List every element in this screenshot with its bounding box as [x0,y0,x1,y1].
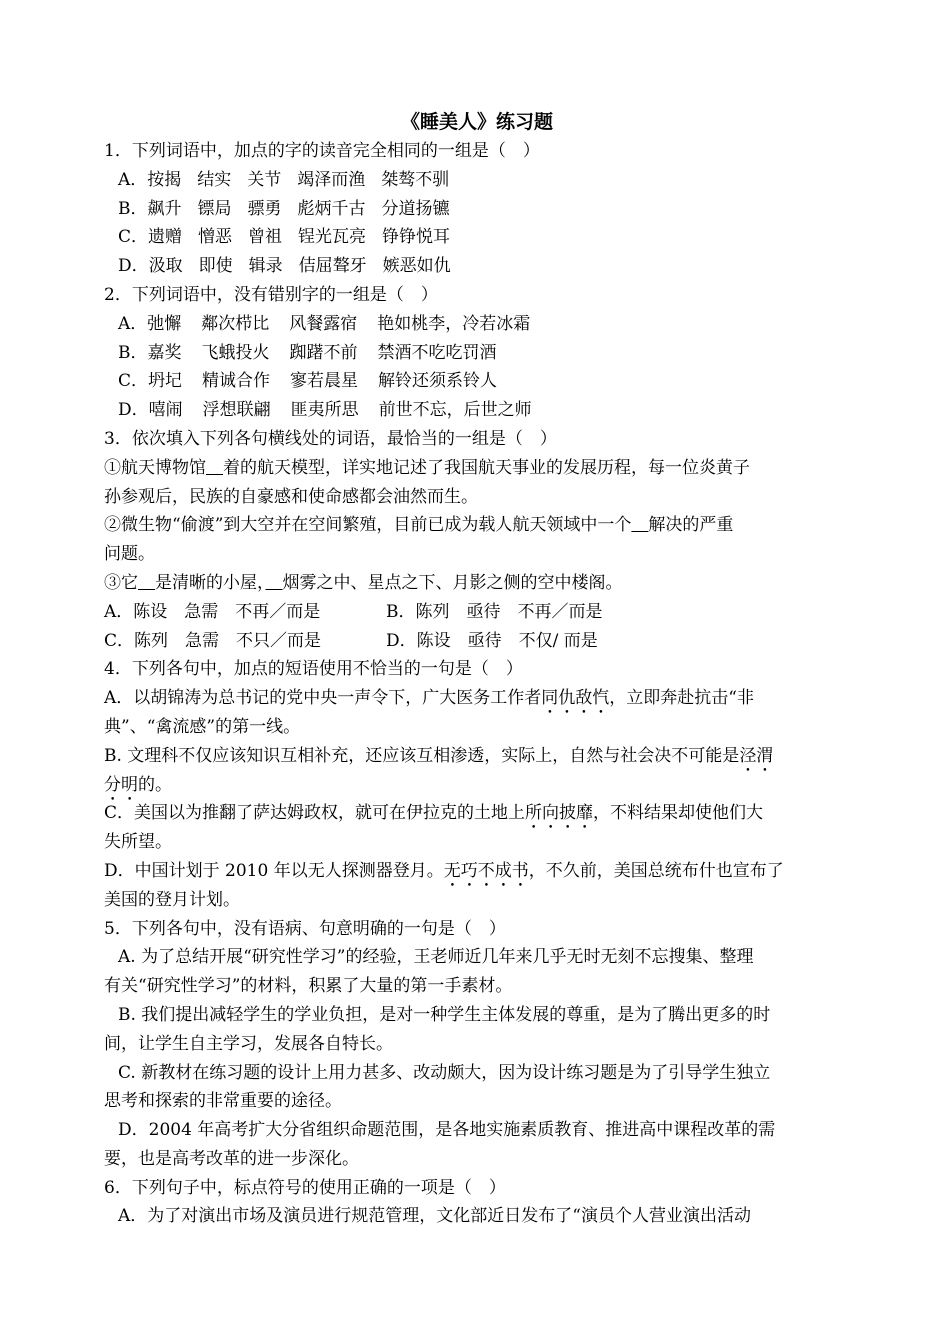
q5-option-c: C. 新教材在练习题的设计上用力甚多、改动颇大，因为设计练习题是为了引导学生独立 [118,1062,771,1083]
document-page [104,108,850,1231]
q1-stem: 1．下列词语中，加点的字的读音完全相同的一组是（ ） [104,141,540,161]
q2-option-b: B．嘉奖 飞蛾投火 踟躇不前 禁酒不吃吃罚酒 [118,342,497,363]
q3-sentence-2: ②微生物“偷渡”到大空并在空间繁殖，目前已成为载人航天领域中一个 解决的严重 [104,515,734,536]
q3-sentence-1: ①航天博物馆 着的航天模型，详实地记述了我国航天事业的发展历程，每一位炎黄子 [104,457,750,478]
q6-option-a: A．为了对演出市场及演员进行规范管理，文化部近日发布了“演员个人营业演出活动 [118,1206,751,1227]
q5-option-b: B. 我们提出减轻学生的学业负担，是对一种学生主体发展的尊重，是为了腾出更多的时 [118,1004,771,1025]
q2-stem: 2．下列词语中，没有错别字的一组是（ ） [104,284,438,305]
q3-sentence-1-cont: 孙参观后，民族的自豪感和使命感都会油然而生。 [104,486,478,507]
q4-option-d-cont: 美国的登月计划。 [104,889,240,910]
q4-c-dotted-phrase: 所向披靡 [525,803,594,824]
q4-option-a-cont: 典”、“禽流感”的第一线。 [104,716,301,737]
q3-option-a: A．陈设 急需 不再／而是 [104,601,321,622]
q4-option-b-cont: 分明的。 [104,774,172,795]
q4-a-dotted-phrase: 同仇敌忾 [541,688,610,709]
q4-b-dotted-phrase-2: 分明 [104,774,138,795]
q3-stem: 3．依次填入下列各句横线处的词语，最恰当的一组是（ ） [104,428,557,449]
q2-option-a: A．弛懈 鄰次栉比 风餐露宿 艳如桃李，冷若冰霜 [118,313,531,334]
q6-stem: 6．下列句子中，标点符号的使用正确的一项是（ ） [104,1177,506,1198]
q3-option-b: B．陈列 亟待 不再／而是 [386,601,603,622]
document-title: 《睡美人》练习题 [400,111,553,133]
q5-option-a-cont: 有关“研究性学习”的材料，积累了大量的第一手素材。 [104,976,513,997]
q3-sentence-2-cont: 问题。 [104,544,155,565]
q5-stem: 5．下列各句中，没有语病、句意明确的一句是（ ） [104,918,506,939]
q3-options-cd [104,627,850,656]
q1-option-c: C．遗赠 憎恶 曾祖 锃光瓦亮 铮铮悦耳 [118,227,451,248]
q5-option-a: A. 为了总结开展“研究性学习”的经验，王老师近几年来几乎无时无刻不忘搜集、整理 [118,947,754,968]
q2-option-d: D．嘻闹 浮想联翩 匪夷所思 前世不忘，后世之师 [118,400,532,421]
q4-option-b: B. 文理科不仅应该知识互相补充，还应该互相渗透，实际上，自然与社会决不可能是泾渭 [104,745,774,766]
q3-option-c: C．陈列 急需 不只／而是 [104,630,322,651]
q1-option-b: B．飙升 镖局 骠勇 彪炳千古 分道扬镳 [118,198,450,219]
q3-sentence-3: ③它 是清晰的小屋， 烟雾之中、星点之下、月影之侧的空中楼阁。 [104,572,623,593]
q2-option-c: C．坍圮 精诚合作 寥若晨星 解铃还须系铃人 [118,371,498,392]
q4-d-dotted-phrase: 无巧不成书 [443,860,529,881]
q5-option-d: D．2004 年高考扩大分省组织命题范围，是各地实施素质教育、推进高中课程改革的需 [118,1120,776,1141]
q4-stem: 4．下列各句中，加点的短语使用不恰当的一句是（ ） [104,659,523,680]
q5-option-b-cont: 间，让学生自主学习，发展各自特长。 [104,1033,393,1054]
q4-option-a: A．以胡锦涛为总书记的党中央一声令下，广大医务工作者同仇敌忾，立即奔赴抗击“非 [104,688,754,709]
q1-option-d: D．汲取 即使 辑录 佶屈聱牙 嫉恶如仇 [118,256,451,277]
q1-option-a: A．按揭 结实 关节 竭泽而渔 桀骜不驯 [118,169,450,190]
q4-option-c: C．美国以为推翻了萨达姆政权，就可在伊拉克的土地上所向披靡，不料结果却使他们大 [104,803,764,824]
q3-option-d: D．陈设 亟待 不仅/ 而是 [386,630,598,651]
q5-option-d-cont: 要，也是高考改革的进一步深化。 [104,1148,359,1169]
q5-option-c-cont: 思考和探索的非常重要的途径。 [104,1091,342,1112]
q3-options-ab [104,598,850,627]
q4-option-c-cont: 失所望。 [104,832,172,853]
q4-option-d: D．中国计划于 2010 年以无人探测器登月。无巧不成书，不久前，美国总统布什也宣布了 [104,860,784,881]
q4-b-dotted-phrase-1: 泾渭 [739,745,774,766]
